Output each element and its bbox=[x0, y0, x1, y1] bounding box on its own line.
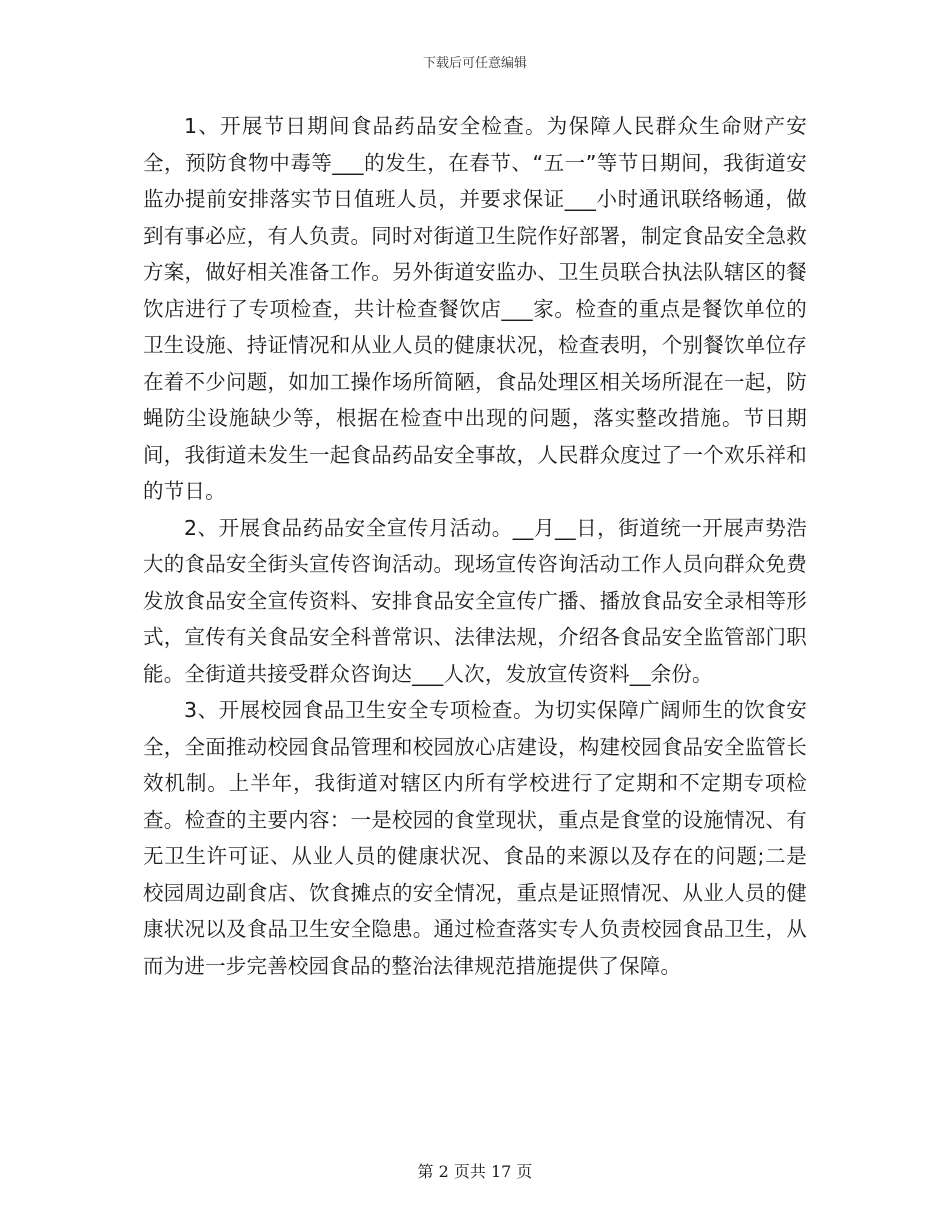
paragraph-3: 3、开展校园食品卫生安全专项检查。为切实保障广阔师生的饮食安全，全面推动校园食品管理和校园放心店建设，构建校园食品安全监管长效机制。上半年，我街道对辖区内所有学校进行了定期和不定期专项检查。检查的主要内容：一是校园的食堂现状，重点是食堂的设施情况、有无卫生许可证、从业人员的健康状况、食品的来源以及存在的问题;二是校园周边副食店、饮食摊点的安全情况，重点是证照情况、从业人员的健康状况以及食品卫生安全隐患。通过检查落实专人负责校园食品卫生，从而为进一步完善校园食品的整治法律规范措施提供了保障。 bbox=[143, 698, 807, 978]
paragraph-2: 2、开展食品药品安全宣传月活动。__月__日，街道统一开展声势浩大的食品安全街头宣传咨询活动。现场宣传咨询活动工作人员向群众免费发放食品安全宣传资料、安排食品安全宣传广播、播放食品安全录相等形式，宣传有关食品安全科普常识、法律法规，介绍各食品安全监管部门职能。全街道共接受群众咨询达___人次，发放宣传资料__余份。 bbox=[143, 515, 807, 686]
paragraph-1: 1、开展节日期间食品药品安全检查。为保障人民群众生命财产安全，预防食物中毒等___的发生，在春节、“五一”等节日期间，我街道安监办提前安排落实节日值班人员，并要求保证___小时通讯联络畅通，做到有事必应，有人负责。同时对街道卫生院作好部署，制定食品安全急救方案，做好相关准备工作。另外街道安监办、卫生员联合执法队辖区的餐饮店进行了专项检查，共计检查餐饮店___家。检查的重点是餐饮单位的卫生设施、持证情况和从业人员的健康状况，检查表明，个别餐饮单位存在着不少问题，如加工操作场所简陋，食品处理区相关场所混在一起，防蝇防尘设施缺少等，根据在检查中出现的问题，落实整改措施。节日期间，我街道未发生一起食品药品安全事故，人民群众度过了一个欢乐祥和的节日。 bbox=[143, 114, 807, 503]
page-number: 第 2 页共 17 页 bbox=[417, 1162, 533, 1181]
document-body bbox=[143, 108, 807, 984]
header-note: 下载后可任意编辑 bbox=[422, 56, 527, 71]
